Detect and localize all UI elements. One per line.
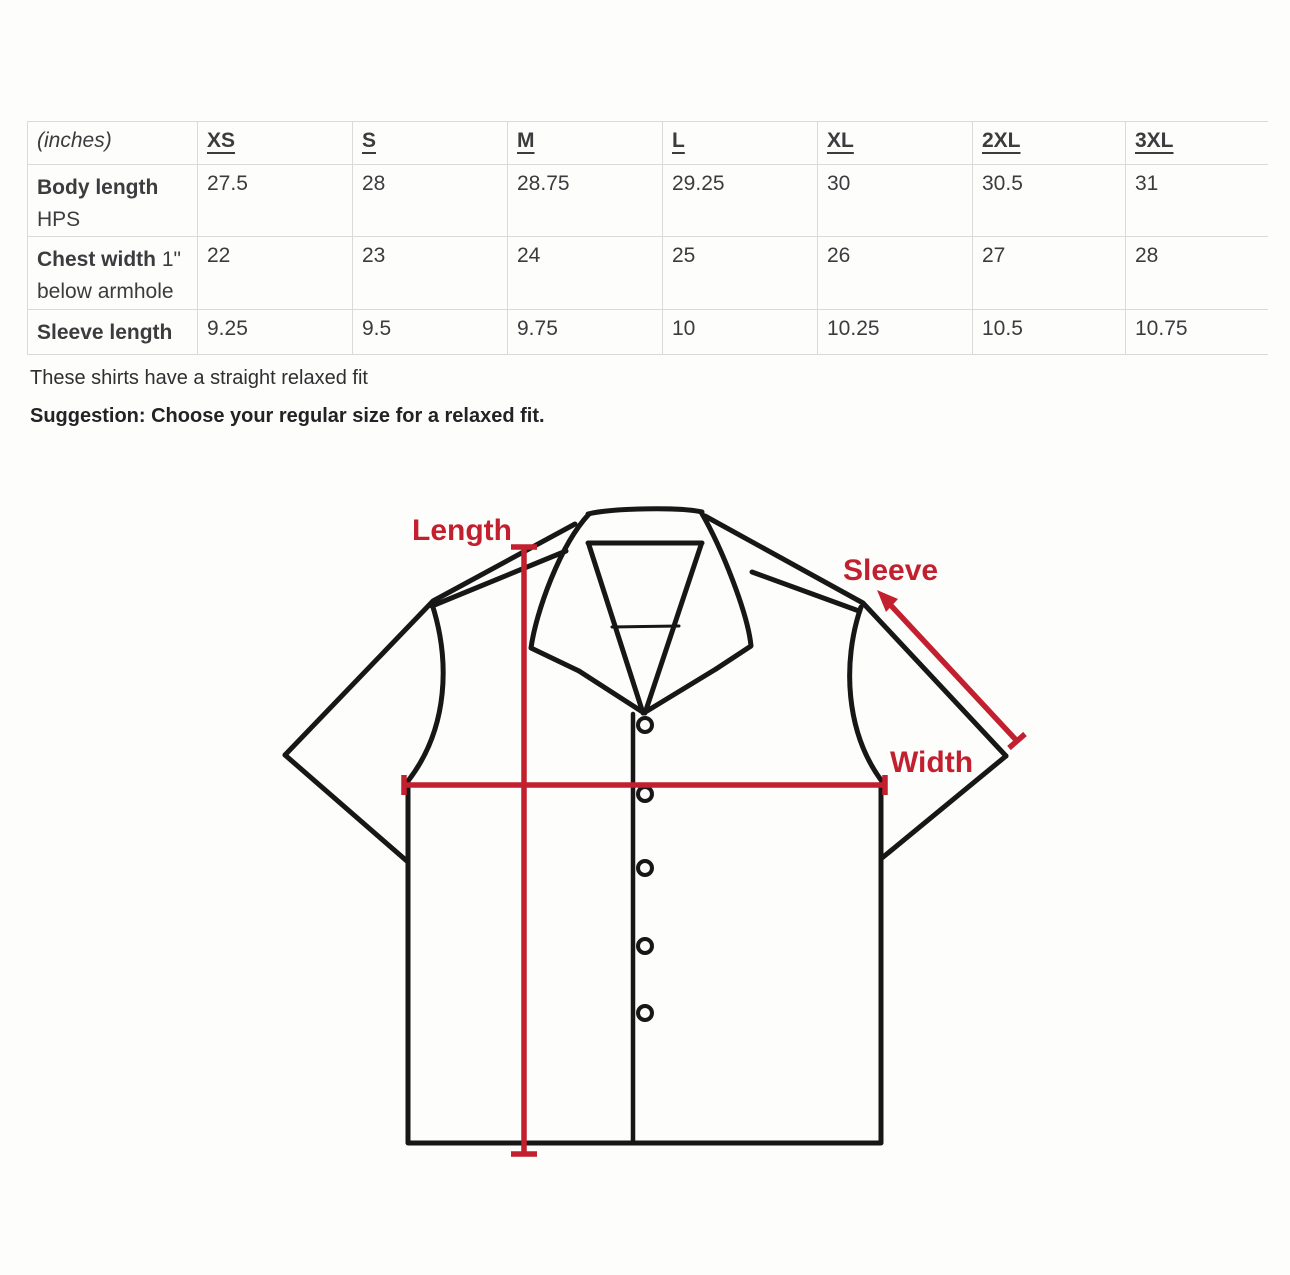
cell-chest-width-m: 24: [508, 237, 663, 310]
left-collar-leaf: [531, 514, 589, 671]
fit-note: These shirts have a straight relaxed fit: [30, 367, 368, 389]
cell-sleeve-length-2xl: 10.5: [973, 310, 1126, 355]
cell-sleeve-length-l: 10: [663, 310, 818, 355]
size-suggestion-note: Suggestion: Choose your regular size for a relaxed fit.: [30, 405, 545, 427]
button-icon: [638, 718, 652, 732]
right-lapel-fold: [645, 545, 701, 713]
cell-body-length-s: 28: [353, 165, 508, 237]
left-armhole-curve: [408, 604, 443, 781]
cell-body-length-xs: 27.5: [198, 165, 353, 237]
sleeve-dimension-line: [884, 598, 1017, 741]
length-label: Length: [412, 514, 512, 547]
col-header-m: M: [508, 122, 663, 165]
back-neck-line: [612, 626, 679, 627]
col-header-3xl: 3XL: [1126, 122, 1268, 165]
cell-sleeve-length-s: 9.5: [353, 310, 508, 355]
button-icon: [638, 861, 652, 875]
unit-label: (inches): [28, 122, 198, 165]
row-label-sleeve-length: Sleeve length: [28, 310, 198, 355]
dimension-annotations: [404, 514, 1025, 1154]
width-label: Width: [890, 746, 974, 779]
cell-sleeve-length-m: 9.75: [508, 310, 663, 355]
button-icon: [638, 939, 652, 953]
cell-body-length-xl: 30: [818, 165, 973, 237]
cell-chest-width-xs: 22: [198, 237, 353, 310]
shirt-body: [408, 781, 881, 1143]
shirt-outline: [285, 509, 1006, 1143]
left-sleeve-hem: [285, 755, 408, 862]
col-header-l: L: [663, 122, 818, 165]
row-label-body-length: Body length HPS: [28, 165, 198, 237]
col-header-xl: XL: [818, 122, 973, 165]
cell-chest-width-l: 25: [663, 237, 818, 310]
cell-chest-width-3xl: 28: [1126, 237, 1268, 310]
cell-body-length-m: 28.75: [508, 165, 663, 237]
cell-body-length-2xl: 30.5: [973, 165, 1126, 237]
button-icon: [638, 1006, 652, 1020]
col-header-s: S: [353, 122, 508, 165]
cell-chest-width-xl: 26: [818, 237, 973, 310]
sleeve-label: Sleeve: [843, 554, 939, 587]
right-armhole-curve: [850, 607, 884, 784]
cell-chest-width-s: 23: [353, 237, 508, 310]
collar-top-edge: [588, 509, 702, 514]
cell-chest-width-2xl: 27: [973, 237, 1126, 310]
col-header-xs: XS: [198, 122, 353, 165]
cell-sleeve-length-3xl: 10.75: [1126, 310, 1268, 355]
cell-sleeve-length-xs: 9.25: [198, 310, 353, 355]
cell-sleeve-length-xl: 10.25: [818, 310, 973, 355]
cell-body-length-l: 29.25: [663, 165, 818, 237]
cell-body-length-3xl: 31: [1126, 165, 1268, 237]
col-header-2xl: 2XL: [973, 122, 1126, 165]
row-label-chest-width: Chest width 1" below armhole: [28, 237, 198, 310]
left-lapel-fold: [589, 545, 643, 713]
button-icon: [638, 787, 652, 801]
